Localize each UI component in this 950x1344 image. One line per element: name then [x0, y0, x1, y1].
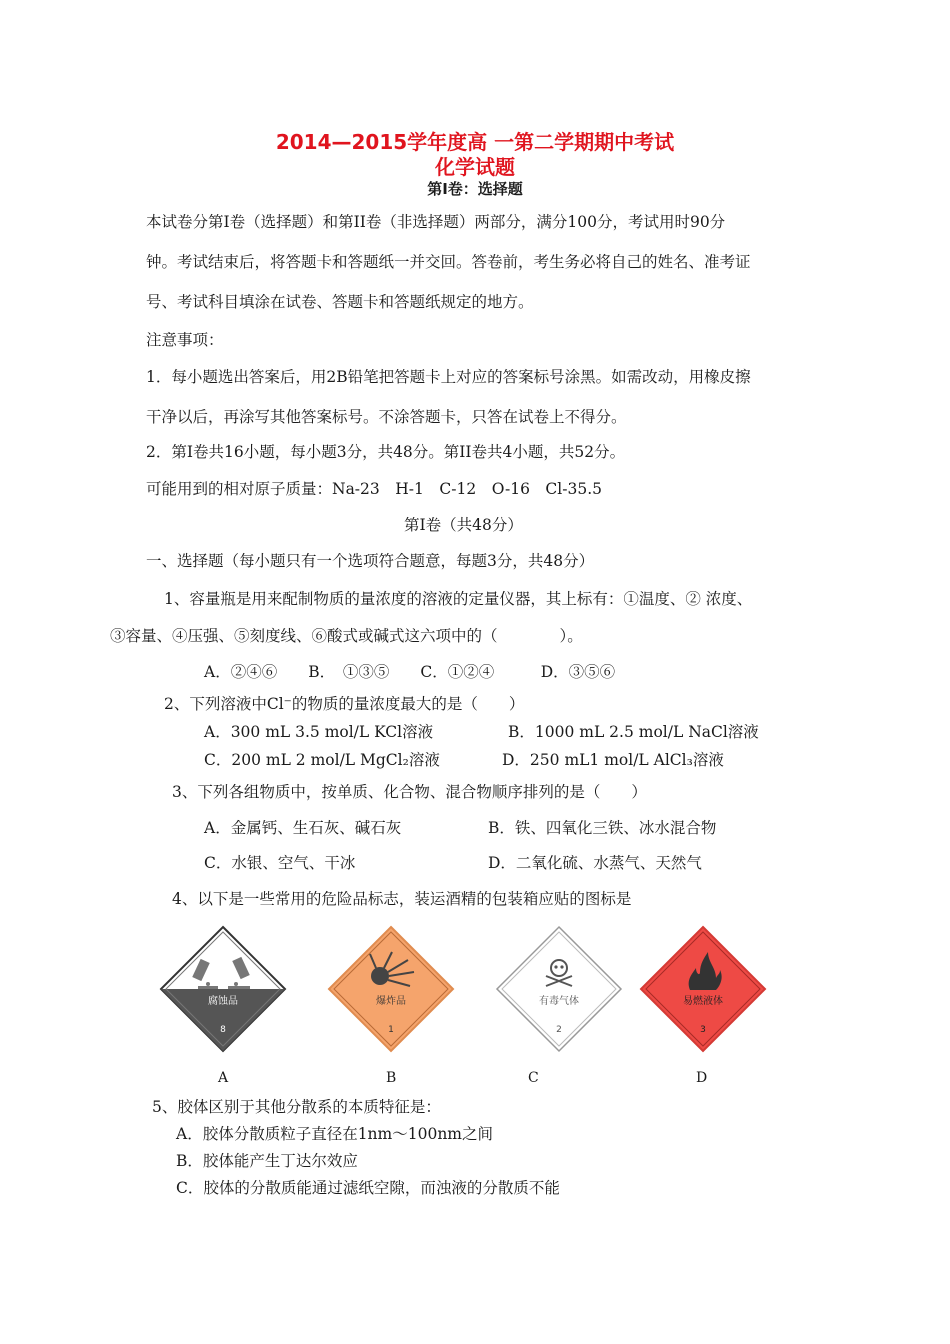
sign-a-number: 8: [220, 1025, 226, 1035]
q2-option-a: A．300 mL 3.5 mol/L KCl溶液: [204, 723, 434, 741]
exam-title: 2014—2015学年度高 一第二学期期中考试: [275, 130, 675, 154]
q1-line-2: ③容量、④压强、⑤刻度线、⑥酸式或碱式这六项中的（ ）。: [110, 627, 583, 645]
note-2: 2．第Ⅰ卷共16小题，每小题3分，共48分。第II卷共4小题，共52分。: [146, 443, 626, 461]
intro-line-2: 钟。考试结束后，将答题卡和答题纸一并交回。答卷前，考生务必将自己的姓名、准考证: [146, 253, 751, 271]
sign-b-label: 爆炸品: [376, 996, 406, 1007]
sign-c-number: 2: [556, 1025, 562, 1035]
sign-b-number: 1: [388, 1025, 394, 1035]
q2-option-c: C．200 mL 2 mol/L MgCl₂溶液: [204, 751, 440, 769]
part-heading: 第Ⅰ卷：选择题: [427, 180, 523, 198]
q3-stem: 3、下列各组物质中，按单质、化合物、混合物顺序排列的是（ ）: [172, 783, 647, 801]
sign-c-letter: C: [528, 1070, 539, 1086]
note-1-line-1: 1．每小题选出答案后，用2B铅笔把答题卡上对应的答案标号涂黑。如需改动，用橡皮擦: [146, 368, 751, 386]
intro-line-1: 本试卷分第Ⅰ卷（选择题）和第II卷（非选择题）两部分，满分100分，考试用时90分: [146, 213, 726, 231]
q3-option-b: B．铁、四氧化三铁、冰水混合物: [488, 819, 717, 837]
q2-stem: 2、下列溶液中Cl⁻的物质的量浓度最大的是（ ）: [164, 695, 525, 713]
q3-option-d: D．二氧化硫、水蒸气、天然气: [488, 854, 702, 872]
intro-line-3: 号、考试科目填涂在试卷、答题卡和答题纸规定的地方。: [146, 293, 534, 311]
flammable-liquid-sign: [638, 924, 768, 1054]
sign-c-label: 有毒气体: [539, 996, 579, 1007]
notes-heading: 注意事项：: [146, 331, 224, 349]
atomic-masses: 可能用到的相对原子质量：Na-23 H-1 C-12 O-16 Cl-35.5: [146, 480, 603, 498]
q3-option-a: A．金属钙、生石灰、碱石灰: [204, 819, 402, 837]
q5-option-b: B．胶体能产生丁达尔效应: [176, 1152, 358, 1170]
section-instruction: 一、选择题（每小题只有一个选项符合题意，每题3分，共48分）: [146, 552, 595, 570]
note-1-line-2: 干净以后，再涂写其他答案标号。不涂答题卡，只答在试卷上不得分。: [146, 408, 627, 426]
sign-a-label: 腐蚀品: [208, 996, 238, 1007]
sign-a-letter: A: [218, 1070, 229, 1086]
q3-option-c: C．水银、空气、干冰: [204, 854, 356, 872]
section-heading: 第Ⅰ卷（共48分）: [404, 516, 523, 534]
q2-option-b: B．1000 mL 2.5 mol/L NaCl溶液: [508, 723, 759, 741]
corrosive-sign: [158, 924, 288, 1054]
exam-subtitle: 化学试题: [435, 155, 515, 179]
q4-stem: 4、以下是一些常用的危险品标志，装运酒精的包装箱应贴的图标是: [172, 890, 632, 908]
q1-options: A．②④⑥ B． ①③⑤ C．①②④ D．③⑤⑥: [204, 663, 616, 681]
q5-option-c: C．胶体的分散质能通过滤纸空隙，而浊液的分散质不能: [176, 1179, 560, 1197]
sign-d-number: 3: [700, 1025, 706, 1035]
explosive-sign: [326, 924, 456, 1054]
q5-option-a: A．胶体分散质粒子直径在1nm～100nm之间: [176, 1125, 494, 1143]
q1-line-1: 1、容量瓶是用来配制物质的量浓度的溶液的定量仪器，其上标有：①温度、② 浓度、: [164, 590, 753, 608]
toxic-gas-sign: [494, 924, 624, 1054]
q5-stem: 5、胶体区别于其他分散系的本质特征是：: [152, 1098, 441, 1116]
sign-d-letter: D: [696, 1070, 708, 1086]
sign-d-label: 易燃液体: [683, 996, 723, 1007]
q2-option-d: D．250 mL1 mol/L AlCl₃溶液: [502, 751, 724, 769]
sign-b-letter: B: [386, 1070, 397, 1086]
